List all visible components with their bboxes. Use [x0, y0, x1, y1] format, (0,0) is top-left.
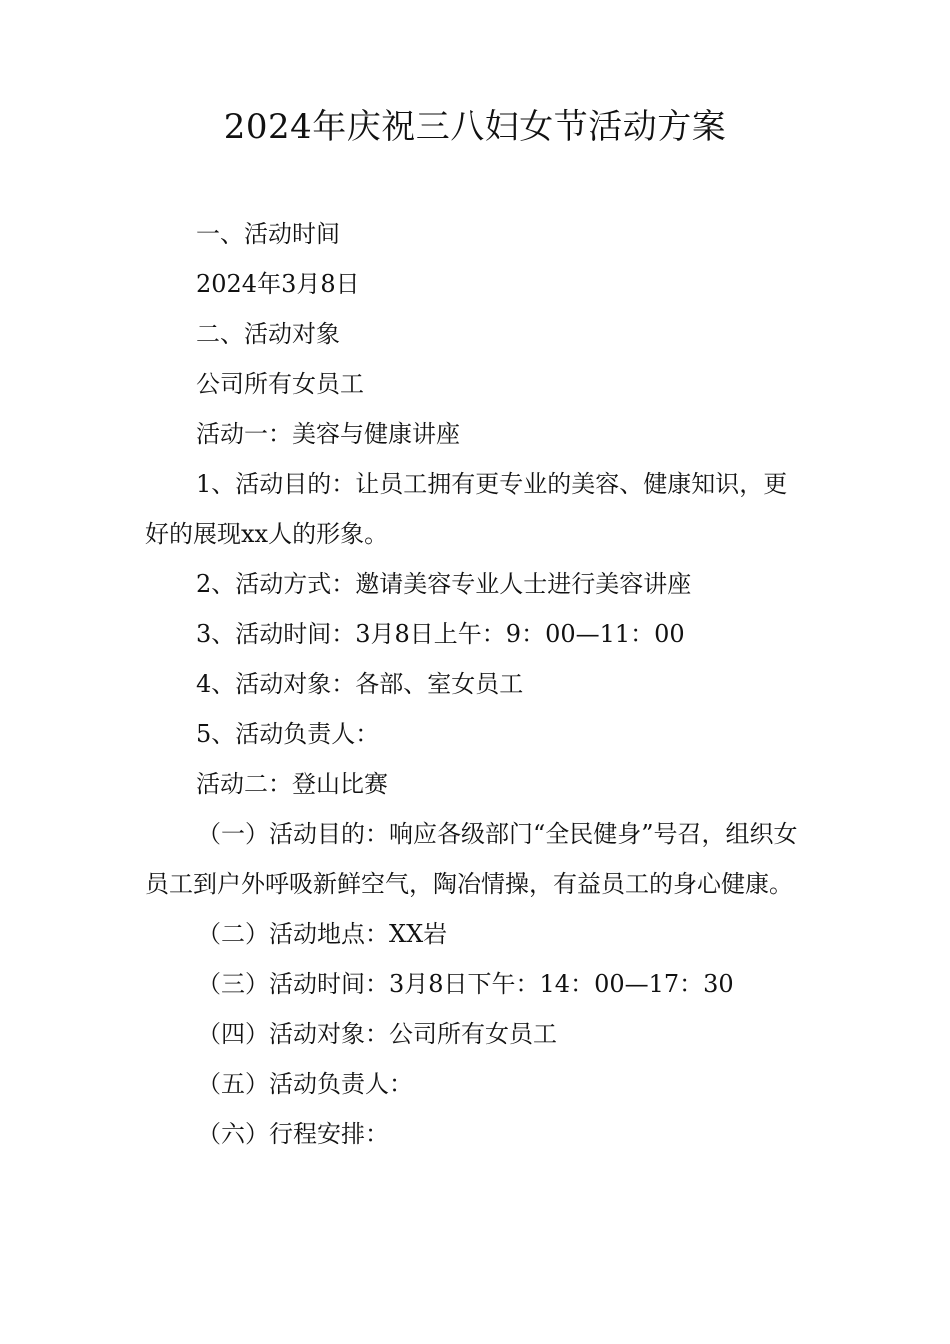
activity-two-target: （四）活动对象：公司所有女员工 [197, 1020, 557, 1048]
activity-date: 2024年3月8日 [196, 270, 360, 298]
activity-two-schedule: （六）行程安排： [197, 1120, 389, 1148]
activity-two-heading: 活动二：登山比赛 [196, 770, 388, 798]
activity-one-target: 4、活动对象：各部、室女员工 [196, 670, 524, 698]
activity-two-owner: （五）活动负责人： [197, 1070, 413, 1098]
activity-one-purpose: 1、活动目的：让员工拥有更专业的美容、健康知识，更好的展现xx人的形象。 [145, 470, 788, 548]
section-heading-activity-time: 一、活动时间 [196, 220, 340, 248]
activity-one-time: 3、活动时间：3月8日上午：9：00—11：00 [196, 620, 685, 648]
document-body [145, 209, 805, 1159]
activity-two-time: （三）活动时间：3月8日下午：14：00—17：30 [197, 970, 734, 998]
document-title: 2024年庆祝三八妇女节活动方案 [223, 107, 727, 147]
activity-two-purpose: （一）活动目的：响应各级部门“全民健身”号召，组织女员工到户外呼吸新鲜空气，陶冶情操，有益员工的身心健康。 [145, 820, 798, 898]
section-heading-activity-target: 二、活动对象 [196, 320, 340, 348]
activity-one-heading: 活动一：美容与健康讲座 [196, 420, 460, 448]
activity-one-owner: 5、活动负责人： [196, 720, 380, 748]
activity-target-text: 公司所有女员工 [196, 370, 364, 398]
activity-two-location: （二）活动地点：XX岩 [197, 920, 448, 948]
activity-one-method: 2、活动方式：邀请美容专业人士进行美容讲座 [196, 570, 692, 598]
